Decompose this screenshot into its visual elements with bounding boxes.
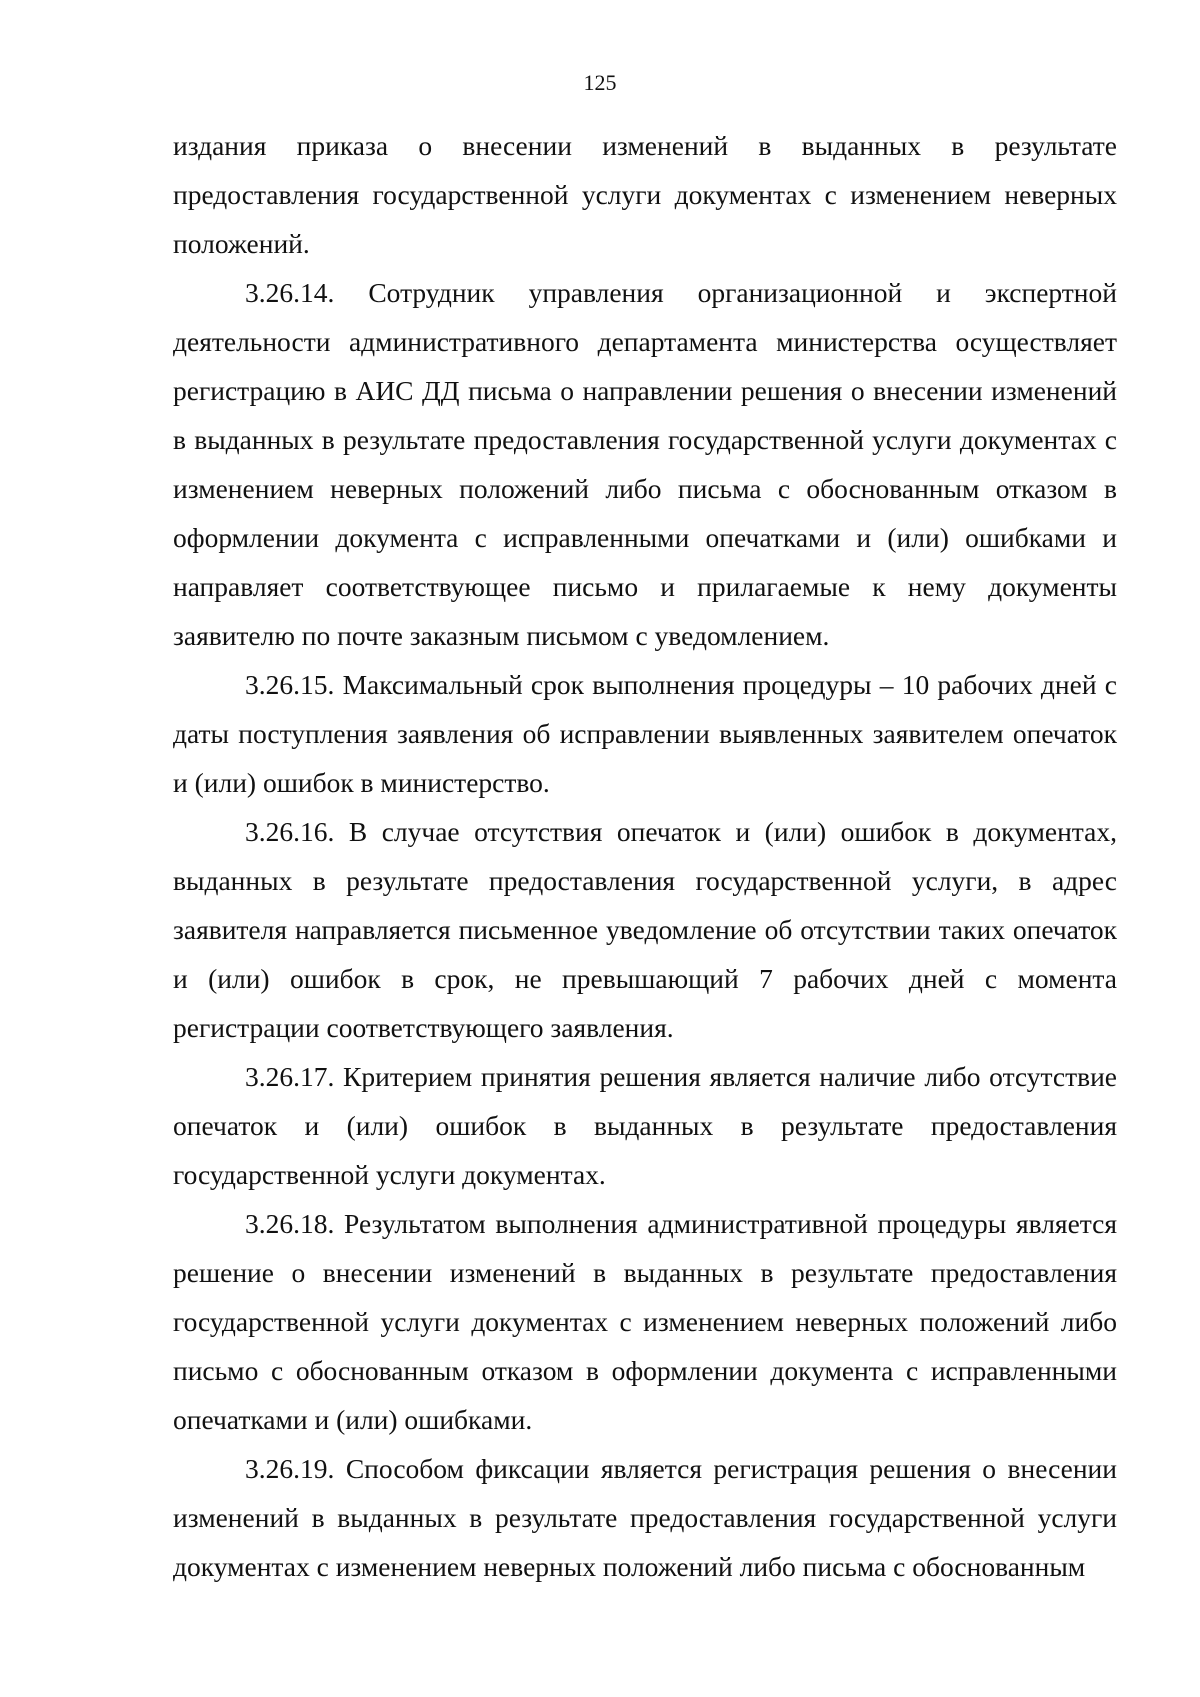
paragraph-3-26-15: 3.26.15. Максимальный срок выполнения процедуры – 10 рабочих дней с даты поступления заявления об исправлении выявленных заявителем опечаток и (или) ошибок в министерство.: [173, 669, 1117, 798]
page-number: 125: [583, 70, 617, 95]
paragraph-3-26-16: 3.26.16. В случае отсутствия опечаток и (или) ошибок в документах, выданных в результате предоставления государственной услуги, в адрес заявителя направляется письменное уведомление об отсутствии таких опечаток и (или) ошибок в срок, не превышающий 7 рабочих дней с момента регистрации соответствующего заявления.: [173, 816, 1117, 1043]
paragraph-3-26-18: 3.26.18. Результатом выполнения административной процедуры является решение о внесении изменений в выданных в результате предоставления государственной услуги документах с изменением неверных положений либо письмо с обоснованным отказом в оформлении документа с исправленными опечатками и (или) ошибками.: [173, 1208, 1117, 1435]
paragraph-3-26-19: 3.26.19. Способом фиксации является регистрация решения о внесении изменений в выданных в результате предоставления государственной услуги документах с изменением неверных положений либо письма с обоснованным: [173, 1453, 1117, 1582]
paragraph-3-26-14: 3.26.14. Сотрудник управления организационной и экспертной деятельности административного департамента министерства осуществляет регистрацию в АИС ДД письма о направлении решения о внесении изменений в выданных в результате предоставления государственной услуги документах с изменением неверных положений либо письма с обоснованным отказом в оформлении документа с исправленными опечатками и (или) ошибками и направляет соответствующее письмо и прилагаемые к нему документы заявителю по почте заказным письмом с уведомлением.: [173, 277, 1117, 651]
paragraph-3-26-17: 3.26.17. Критерием принятия решения является наличие либо отсутствие опечаток и (или) ошибок в выданных в результате предоставления государственной услуги документах.: [173, 1061, 1117, 1190]
paragraph-continuation: издания приказа о внесении изменений в выданных в результате предоставления государственной услуги документах с изменением неверных положений.: [173, 130, 1117, 259]
document-body: [173, 121, 1117, 1591]
